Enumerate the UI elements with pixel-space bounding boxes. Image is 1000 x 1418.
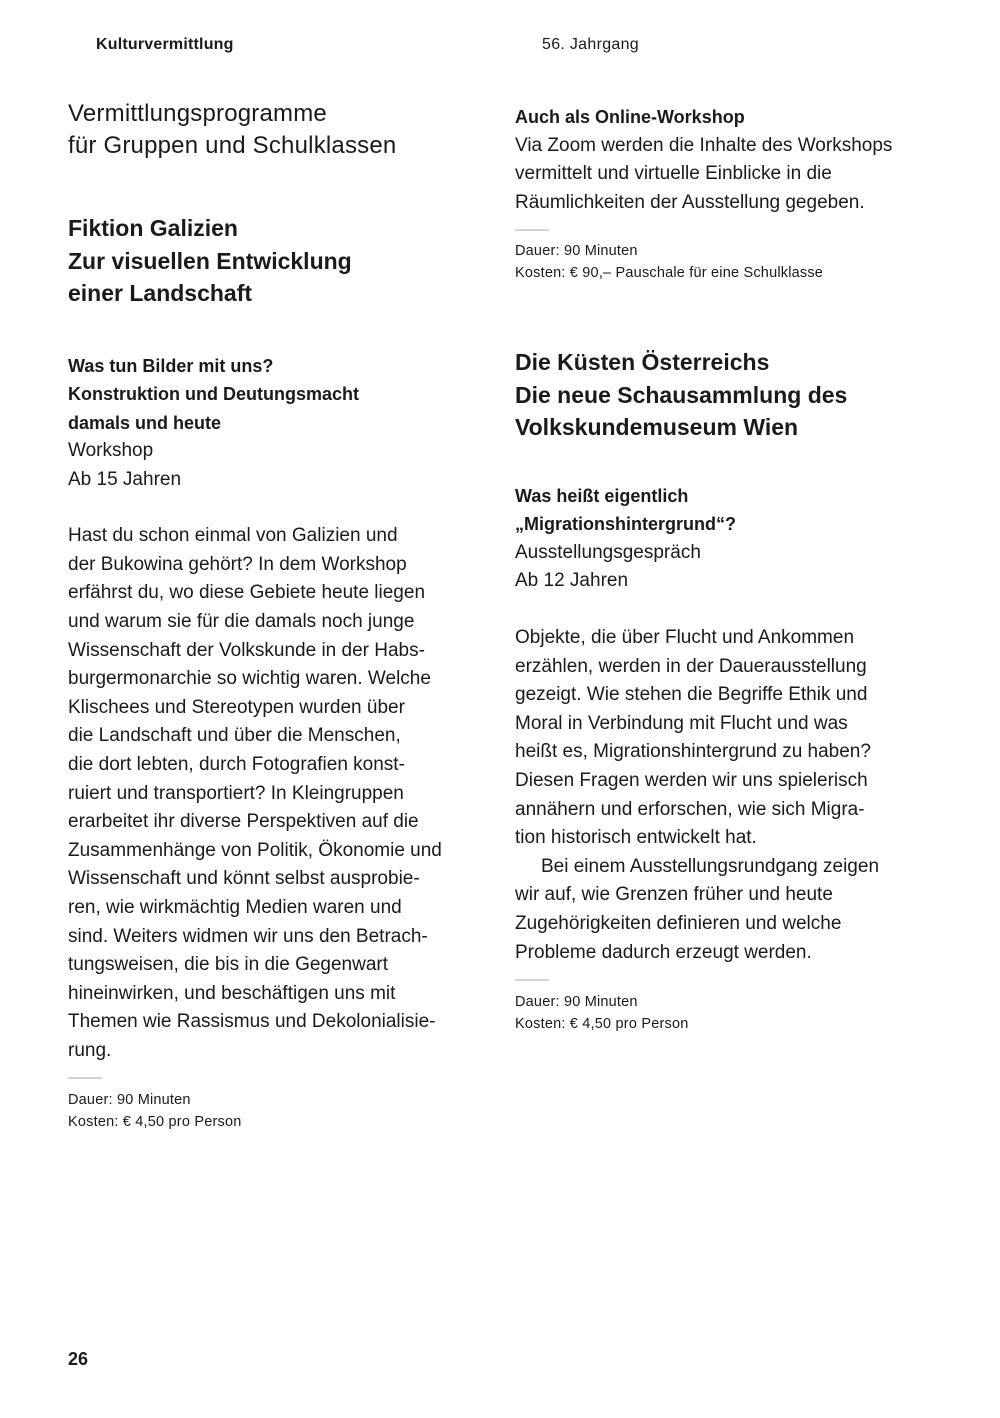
description-line: Wissenschaft und könnt selbst ausprobie- bbox=[68, 868, 420, 890]
description-line: sind. Weiters widmen wir uns den Betrach- bbox=[68, 925, 428, 947]
program-subtitle-line: „Migrationshintergrund“? bbox=[515, 514, 736, 535]
page-number: 26 bbox=[68, 1349, 89, 1369]
program-title-line: Die neue Schausammlung des bbox=[515, 381, 848, 408]
online-cost: Kosten: € 90,– Pauschale für eine Schulklasse bbox=[515, 264, 824, 281]
description-line: tungsweisen, die bis in die Gegenwart bbox=[68, 954, 389, 976]
description-line: annähern und erforschen, wie sich Migra- bbox=[515, 798, 865, 820]
program-title-line: einer Landschaft bbox=[68, 280, 253, 306]
duration: Dauer: 90 Minuten bbox=[68, 1092, 191, 1109]
description-line: die dort lebten, durch Fotografien konst- bbox=[68, 753, 405, 775]
program-type: Workshop bbox=[68, 440, 154, 461]
online-workshop-heading: Auch als Online-Workshop bbox=[515, 107, 745, 127]
duration: Dauer: 90 Minuten bbox=[515, 994, 638, 1011]
section-title-line: Vermittlungsprogramme bbox=[68, 100, 327, 127]
description-line: Bei einem Ausstellungsrundgang zeigen bbox=[541, 855, 880, 877]
description-line: Zugehörigkeiten definieren und welche bbox=[515, 912, 842, 934]
program-subtitle-line: Was tun Bilder mit uns? bbox=[68, 355, 274, 376]
description-line: erfährst du, wo diese Gebiete heute liegen bbox=[68, 582, 426, 604]
program-description bbox=[515, 624, 940, 967]
program-title-fiktion-galizien bbox=[68, 212, 493, 310]
program-subtitle-line: Was heißt eigentlich bbox=[515, 485, 689, 506]
program-title-line: Die Küsten Österreichs bbox=[515, 349, 770, 376]
program-subtitle bbox=[68, 352, 493, 438]
section-title-line: für Gruppen und Schulklassen bbox=[68, 132, 397, 159]
program-title-line: Fiktion Galizien bbox=[68, 215, 238, 241]
program-title-kuesten-oesterreichs bbox=[515, 346, 940, 444]
program-title-line: Volkskundemuseum Wien bbox=[515, 414, 799, 441]
divider bbox=[515, 229, 549, 231]
description-line: Hast du schon einmal von Galizien und bbox=[68, 525, 398, 547]
program-description bbox=[68, 522, 493, 1065]
divider bbox=[515, 979, 549, 981]
description-line: wir auf, wie Grenzen früher und heute bbox=[515, 884, 833, 906]
program-type: Ausstellungsgespräch bbox=[515, 541, 701, 563]
divider bbox=[68, 1077, 102, 1079]
description-line: Räumlichkeiten der Ausstellung gegeben. bbox=[515, 191, 865, 213]
description-line: Klischees und Stereotypen wurden über bbox=[68, 696, 405, 718]
online-duration: Dauer: 90 Minuten bbox=[515, 243, 638, 260]
cost: Kosten: € 4,50 pro Person bbox=[515, 1015, 689, 1032]
description-line: Diesen Fragen werden wir uns spielerisch bbox=[515, 769, 868, 791]
description-line: gezeigt. Wie stehen die Begriffe Ethik und bbox=[515, 684, 868, 706]
description-line: Moral in Verbindung mit Flucht und was bbox=[515, 712, 848, 734]
running-header-volume: 56. Jahrgang bbox=[542, 36, 640, 53]
description-line: Probleme dadurch erzeugt werden. bbox=[515, 941, 812, 963]
description-line: Themen wie Rassismus und Dekolonialisie- bbox=[68, 1011, 436, 1033]
description-line: die Landschaft und über die Menschen, bbox=[68, 725, 401, 747]
description-line: vermittelt und virtuelle Einblicke in die bbox=[515, 163, 832, 185]
description-line: Zusammenhänge von Politik, Ökonomie und bbox=[68, 839, 442, 861]
description-line: erarbeitet ihr diverse Perspektiven auf die bbox=[68, 811, 419, 833]
section-title bbox=[68, 98, 493, 162]
description-line: tion historisch entwickelt hat. bbox=[515, 827, 757, 849]
description-line: heißt es, Migrationshintergrund zu haben? bbox=[515, 741, 871, 763]
running-header-section: Kulturvermittlung bbox=[96, 36, 234, 53]
description-line: der Bukowina gehört? In dem Workshop bbox=[68, 553, 407, 575]
description-line: rung. bbox=[68, 1039, 112, 1061]
description-line: Objekte, die über Flucht und Ankommen bbox=[515, 626, 855, 648]
cost: Kosten: € 4,50 pro Person bbox=[68, 1113, 242, 1130]
program-title-line: Zur visuellen Entwicklung bbox=[68, 247, 352, 274]
program-subtitle-line: damals und heute bbox=[68, 412, 222, 433]
program-subtitle-line: Konstruktion und Deutungsmacht bbox=[68, 384, 359, 404]
description-line: Wissenschaft der Volkskunde in der Habs- bbox=[68, 639, 425, 661]
description-line: erzählen, werden in der Dauerausstellung bbox=[515, 655, 867, 677]
program-subtitle bbox=[515, 482, 940, 539]
online-workshop-description bbox=[515, 132, 940, 218]
description-line: ruiert und transportiert? In Kleingruppen bbox=[68, 782, 404, 804]
description-line: ren, wie wirkmächtig Medien waren und bbox=[68, 896, 402, 918]
description-line: und warum sie für die damals noch junge bbox=[68, 610, 415, 632]
description-line: hineinwirken, und beschäftigen uns mit bbox=[68, 982, 396, 1004]
program-age: Ab 12 Jahren bbox=[515, 570, 629, 592]
left-column bbox=[68, 98, 493, 1133]
description-line: Via Zoom werden die Inhalte des Workshops bbox=[515, 134, 893, 156]
right-column bbox=[515, 103, 940, 1035]
program-age: Ab 15 Jahren bbox=[68, 468, 182, 490]
description-line: burgermonarchie so wichtig waren. Welche bbox=[68, 668, 431, 690]
